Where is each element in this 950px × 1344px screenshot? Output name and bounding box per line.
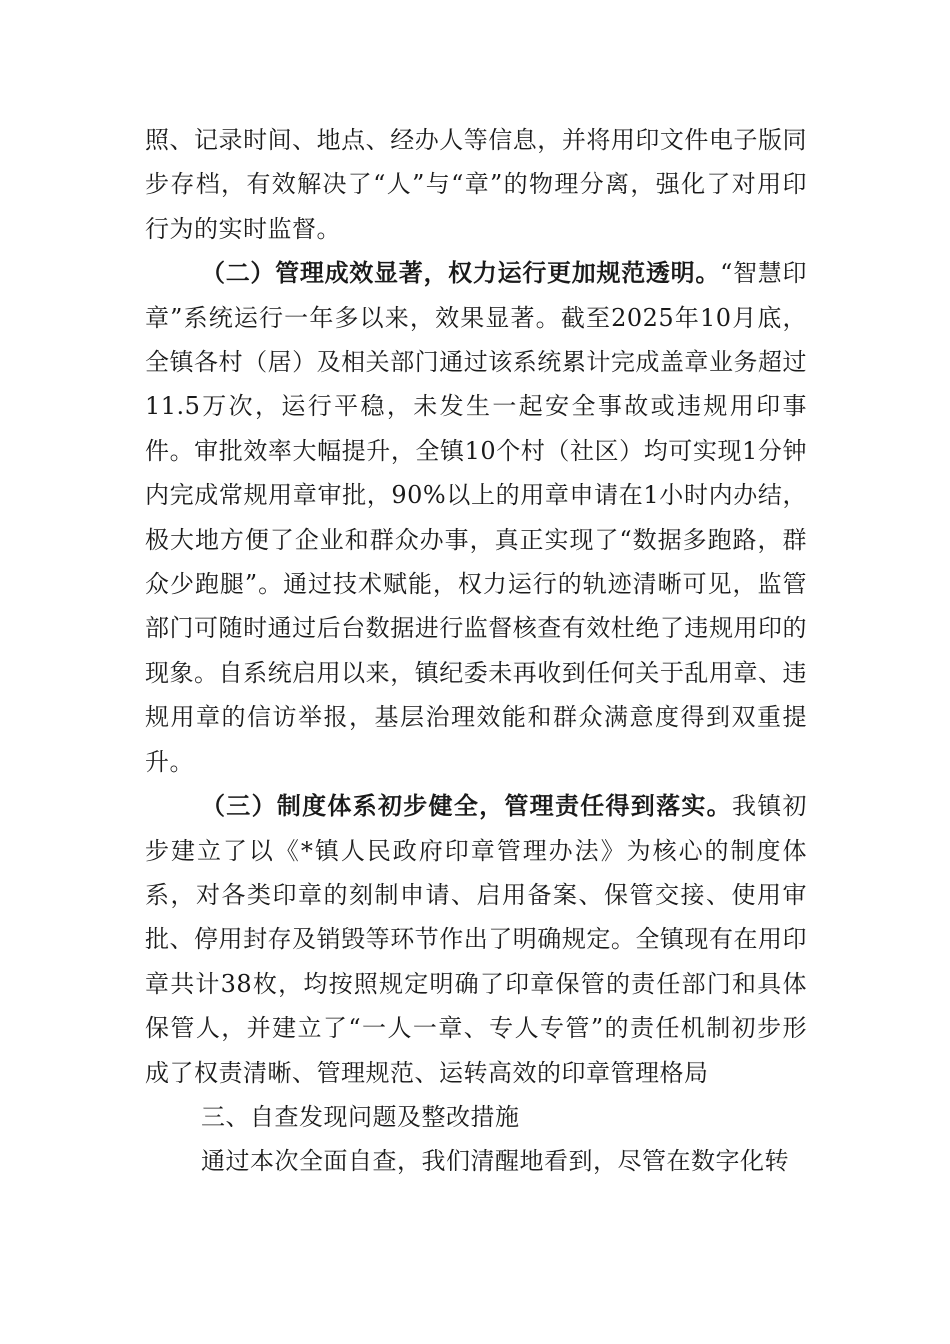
paragraph-intro: [145, 1139, 807, 1183]
section-3-body: 我镇初步建立了以《*镇人民政府印章管理办法》为核心的制度体系，对各类印章的刻制申请、启用备案、保管交接、使用审批、停用封存及销毁等环节作出了明确规定。全镇现有在用印章共计38枚，均按照规定明确了印章保管的责任部门和具体保管人，并建立了“一人一章、专人专管”的责任机制初步形成了权责清晰、管理规范、运转高效的印章管理格局: [145, 792, 808, 1087]
chapter-heading-text: 三、自查发现问题及整改措施: [201, 1102, 520, 1131]
paragraph-continuation: [145, 118, 807, 251]
chapter-heading: [145, 1095, 807, 1139]
paragraph-text: 照、记录时间、地点、经办人等信息，并将用印文件电子版同步存档，有效解决了“人”与“章”的物理分离，强化了对用印行为的实时监督。: [145, 126, 807, 243]
paragraph-section-2: [145, 251, 807, 784]
section-2-body: “智慧印章”系统运行一年多以来，效果显著。截至2025年10月底，全镇各村（居）及相关部门通过该系统累计完成盖章业务超过11.5万次，运行平稳，未发生一起安全事故或违规用印事件。审批效率大幅提升，全镇10个村（社区）均可实现1分钟内完成常规用章审批，90%以上的用章申请在1小时内办结，极大地方便了企业和群众办事，真正实现了“数据多跑路，群众少跑腿”。通过技术赋能，权力运行的轨迹清晰可见，监管部门可随时通过后台数据进行监督核查有效杜绝了违规用印的现象。自系统启用以来，镇纪委未再收到任何关于乱用章、违规用章的信访举报，基层治理效能和群众满意度得到双重提升。: [145, 259, 807, 776]
intro-text: 通过本次全面自查，我们清醒地看到，尽管在数字化转: [201, 1147, 789, 1176]
paragraph-section-3: [145, 784, 807, 1095]
section-2-lead: （二）管理成效显著，权力运行更加规范透明。: [201, 258, 721, 288]
document-body: [145, 118, 807, 1184]
section-3-lead: （三）制度体系初步健全，管理责任得到落实。: [201, 791, 732, 821]
